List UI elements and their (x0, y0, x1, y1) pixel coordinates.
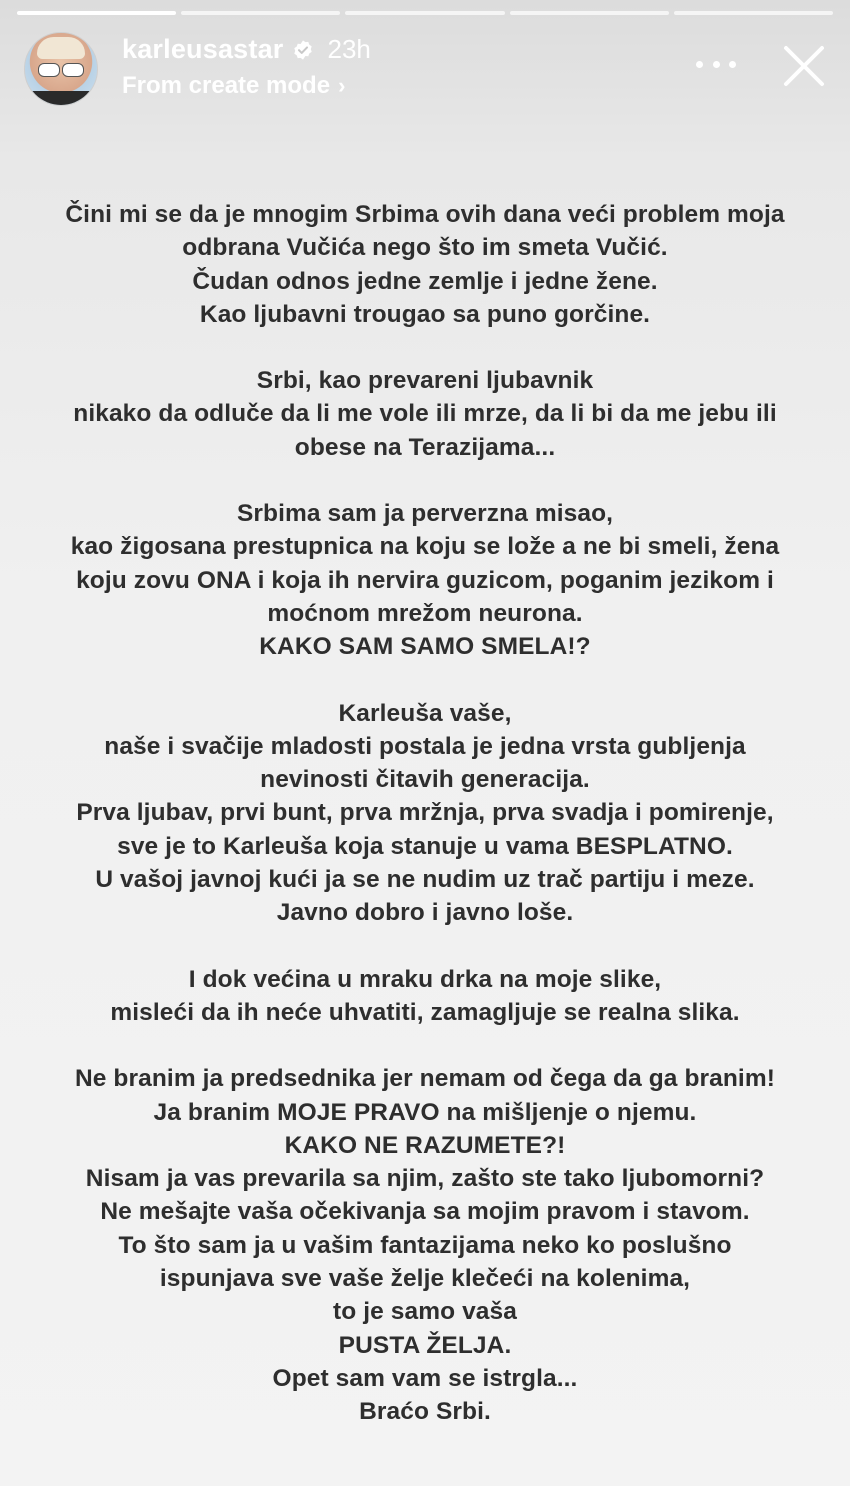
create-mode-link[interactable] (122, 72, 345, 100)
verified-badge-icon (292, 39, 314, 61)
story-line: koju zovu ONA i koja ih nervira guzicom, poganim jezikom i (76, 566, 774, 594)
story-line: Srbi, kao prevareni ljubavnik (256, 367, 594, 395)
story-line: I dok većina u mraku drka na moje slike, (188, 965, 662, 993)
story-line: nikako da odluče da li me vole ili mrze, da li bi da me jebu ili (73, 400, 777, 428)
story-line: Čudan odnos jedne zemlje i jedne žene. (192, 267, 658, 295)
story-paragraph (20, 697, 830, 930)
subtitle-label: From create mode (122, 72, 331, 99)
story-line: naše i svačije mladosti postala je jedna vrsta gubljenja (104, 732, 746, 760)
progress-segment (674, 11, 833, 15)
story-line: Čini mi se da je mnogim Srbima ovih dana veći problem moja (65, 201, 785, 228)
story-line: Ne mešajte vaša očekivanja sa mojim pravom i stavom. (100, 1198, 750, 1226)
story-line: misleći da ih neće uhvatiti, zamagljuje se realna slika. (110, 998, 740, 1026)
story-paragraph (20, 1062, 830, 1428)
story-line: PUSTA ŽELJA. (338, 1331, 512, 1359)
story-line: Ne branim ja predsednika jer nemam od čega da ga branim! (75, 1065, 775, 1093)
close-icon[interactable] (780, 42, 828, 90)
story-line: kao žigosana prestupnica na koju se lože a ne bi smeli, žena (70, 533, 780, 561)
story-text (20, 198, 830, 1462)
story-paragraph (20, 963, 830, 1030)
progress-fill (17, 11, 176, 15)
story-line: KAKO SAM SAMO SMELA!? (259, 633, 591, 661)
story-line: Srbima sam ja perverzna misao, (236, 500, 614, 528)
story-paragraph (20, 198, 830, 331)
story-line: Braćo Srbi. (359, 1398, 491, 1426)
chevron-right-icon: › (338, 73, 346, 98)
story-line: Opet sam vam se istrgla... (272, 1364, 578, 1392)
story-line: To što sam ja u vašim fantazijama neko ko poslušno (118, 1231, 732, 1259)
story-line: U vašoj javnoj kući ja se ne nudim uz trač partiju i meze. (95, 866, 755, 894)
story-header (24, 30, 828, 110)
story-line: moćnom mrežom neurona. (267, 599, 583, 627)
story-line: nevinosti čitavih generacija. (260, 766, 590, 794)
progress-segment (510, 11, 669, 15)
story-line: Javno dobro i javno loše. (276, 899, 574, 927)
story-paragraph (20, 497, 830, 663)
story-line: obese na Terazijama... (294, 433, 556, 461)
post-time: 23h (327, 34, 371, 64)
progress-segment (181, 11, 340, 15)
story-line: KAKO NE RAZUMETE?! (284, 1131, 566, 1159)
story-line: Karleuša vaše, (338, 699, 512, 727)
more-options-icon[interactable] (696, 54, 736, 74)
username-row (122, 34, 371, 65)
story-line: Prva ljubav, prvi bunt, prva mržnja, prva svadja i pomirenje, (76, 799, 774, 827)
story-line: Ja branim MOJE PRAVO na mišljenje o njemu. (153, 1098, 697, 1126)
story-line: Nisam ja vas prevarila sa njim, zašto ste tako ljubomorni? (85, 1165, 765, 1193)
story-line: odbrana Vučića nego što im smeta Vučić. (182, 234, 668, 262)
progress-segment (17, 11, 176, 15)
story-line: sve je to Karleuša koja stanuje u vama BESPLATNO. (117, 832, 733, 860)
story-progress-bar (17, 11, 833, 15)
avatar[interactable] (24, 32, 98, 106)
story-paragraph (20, 364, 830, 464)
story-line: Kao ljubavni trougao sa puno gorčine. (199, 300, 651, 328)
username[interactable]: karleusastar (122, 34, 284, 64)
story-line: to je samo vaša (333, 1298, 517, 1326)
story-line: ispunjava sve vaše želje klečeći na kolenima, (159, 1265, 691, 1293)
progress-segment (345, 11, 504, 15)
